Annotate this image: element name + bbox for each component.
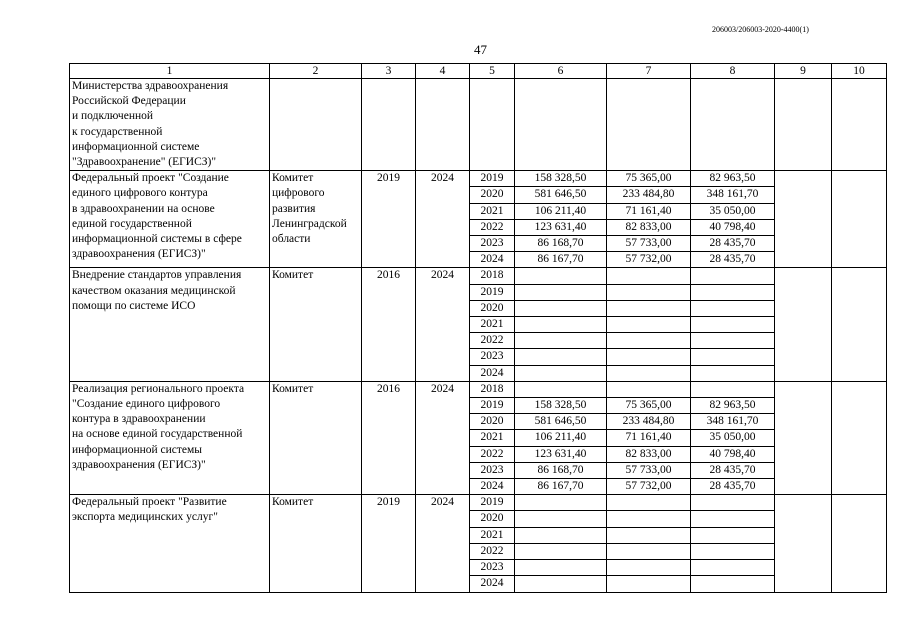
- total-amount: 123 631,40: [515, 219, 607, 235]
- amount-col7: 57 733,00: [607, 236, 691, 252]
- amount-col7: 82 833,00: [607, 446, 691, 462]
- year-cell: 2024: [470, 252, 515, 268]
- amount-col7: [607, 495, 691, 511]
- amount-col8: 35 050,00: [691, 430, 775, 446]
- total-amount: [515, 365, 607, 381]
- amount-col8: 28 435,70: [691, 462, 775, 478]
- year-cell: 2021: [470, 527, 515, 543]
- year-cell: 2020: [470, 187, 515, 203]
- year-cell: 2020: [470, 300, 515, 316]
- year-cell: 2020: [470, 511, 515, 527]
- page-number: 47: [474, 42, 487, 57]
- amount-col7: 75 365,00: [607, 171, 691, 187]
- year-cell: 2023: [470, 349, 515, 365]
- amount-col7: [607, 300, 691, 316]
- year-cell: 2019: [470, 398, 515, 414]
- empty-cell: [832, 79, 887, 171]
- end-year: 2024: [416, 495, 470, 592]
- start-year: 2019: [362, 495, 416, 592]
- empty-cell: [832, 381, 887, 494]
- year-cell: 2022: [470, 219, 515, 235]
- amount-col8: 348 161,70: [691, 414, 775, 430]
- total-amount: [515, 284, 607, 300]
- total-amount: 86 167,70: [515, 479, 607, 495]
- year-cell: 2019: [470, 171, 515, 187]
- amount-col8: 28 435,70: [691, 479, 775, 495]
- measure-name: Внедрение стандартов управления качеством оказания медицинской помощи по системе ИСО: [70, 268, 270, 381]
- empty-cell: [775, 268, 832, 381]
- total-amount: 581 646,50: [515, 414, 607, 430]
- program-table: [69, 63, 887, 593]
- amount-col7: [607, 349, 691, 365]
- total-amount: [515, 560, 607, 576]
- measure-name: Федеральный проект "Создание единого цифрового контура в здравоохранении на основе единой государственной информационной системы в сфере здравоохранения (ЕГИСЗ)": [70, 171, 270, 268]
- end-year: 2024: [416, 171, 470, 268]
- column-header: 10: [832, 64, 887, 79]
- measure-name: Федеральный проект "Развитие экспорта медицинских услуг": [70, 495, 270, 592]
- amount-col7: [607, 543, 691, 559]
- amount-col7: 233 484,80: [607, 187, 691, 203]
- year-cell: 2023: [470, 462, 515, 478]
- amount-col8: [691, 381, 775, 397]
- amount-col7: 233 484,80: [607, 414, 691, 430]
- year-cell: 2022: [470, 543, 515, 559]
- total-amount: [515, 268, 607, 284]
- total-amount: 86 168,70: [515, 236, 607, 252]
- executor: Комитет: [270, 381, 362, 494]
- amount-col8: [691, 576, 775, 592]
- total-amount: [515, 527, 607, 543]
- amount-col8: 28 435,70: [691, 252, 775, 268]
- amount-col7: 82 833,00: [607, 219, 691, 235]
- empty-cell: [775, 381, 832, 494]
- amount-col7: [607, 576, 691, 592]
- ministry-row: [70, 79, 887, 171]
- column-header: 4: [416, 64, 470, 79]
- year-cell: 2018: [470, 381, 515, 397]
- empty-cell: [515, 79, 607, 171]
- amount-col7: [607, 381, 691, 397]
- year-cell: 2023: [470, 560, 515, 576]
- start-year: 2019: [362, 171, 416, 268]
- amount-col7: 57 732,00: [607, 479, 691, 495]
- header-row: [70, 64, 887, 79]
- empty-cell: [832, 268, 887, 381]
- total-amount: 86 168,70: [515, 462, 607, 478]
- start-year: 2016: [362, 268, 416, 381]
- column-header: 2: [270, 64, 362, 79]
- column-header: 8: [691, 64, 775, 79]
- end-year: 2024: [416, 381, 470, 494]
- total-amount: [515, 495, 607, 511]
- empty-cell: [832, 171, 887, 268]
- year-cell: 2022: [470, 446, 515, 462]
- column-header: 7: [607, 64, 691, 79]
- total-amount: [515, 576, 607, 592]
- amount-col8: [691, 365, 775, 381]
- table-body: [70, 64, 887, 593]
- column-header: 1: [70, 64, 270, 79]
- amount-col7: [607, 317, 691, 333]
- year-cell: 2021: [470, 317, 515, 333]
- column-header: 6: [515, 64, 607, 79]
- total-amount: 106 211,40: [515, 203, 607, 219]
- amount-col7: [607, 268, 691, 284]
- table-row: [70, 268, 887, 284]
- total-amount: 123 631,40: [515, 446, 607, 462]
- end-year: 2024: [416, 268, 470, 381]
- amount-col7: [607, 511, 691, 527]
- table-row: [70, 381, 887, 397]
- measure-name: Реализация регионального проекта "Создание единого цифрового контура в здравоохранении на основе единой государственной информационной системы здравоохранения (ЕГИСЗ)": [70, 381, 270, 494]
- year-cell: 2024: [470, 576, 515, 592]
- executor: Комитет: [270, 268, 362, 381]
- year-cell: 2022: [470, 333, 515, 349]
- amount-col8: [691, 527, 775, 543]
- amount-col8: [691, 268, 775, 284]
- amount-col8: [691, 333, 775, 349]
- amount-col8: 28 435,70: [691, 236, 775, 252]
- amount-col7: [607, 284, 691, 300]
- amount-col7: 75 365,00: [607, 398, 691, 414]
- amount-col8: [691, 349, 775, 365]
- column-header: 3: [362, 64, 416, 79]
- executor: Комитет цифрового развития Ленинградской области: [270, 171, 362, 268]
- amount-col8: 82 963,50: [691, 171, 775, 187]
- executor: Комитет: [270, 495, 362, 592]
- table-row: [70, 171, 887, 187]
- start-year: 2016: [362, 381, 416, 494]
- amount-col8: 348 161,70: [691, 187, 775, 203]
- empty-cell: [832, 495, 887, 592]
- amount-col8: [691, 560, 775, 576]
- amount-col8: [691, 511, 775, 527]
- amount-col8: [691, 495, 775, 511]
- amount-col8: [691, 300, 775, 316]
- amount-col8: [691, 543, 775, 559]
- empty-cell: [775, 79, 832, 171]
- empty-cell: [775, 495, 832, 592]
- year-cell: 2024: [470, 479, 515, 495]
- year-cell: 2019: [470, 284, 515, 300]
- empty-cell: [416, 79, 470, 171]
- amount-col8: 40 798,40: [691, 219, 775, 235]
- year-cell: 2024: [470, 365, 515, 381]
- total-amount: [515, 543, 607, 559]
- amount-col8: 82 963,50: [691, 398, 775, 414]
- amount-col7: [607, 365, 691, 381]
- total-amount: [515, 300, 607, 316]
- empty-cell: [362, 79, 416, 171]
- column-header: 5: [470, 64, 515, 79]
- measure-name: Министерства здравоохранения Российской Федерации и подключенной к государственной информационной системе "Здравоохранение" (ЕГИСЗ)": [70, 79, 270, 171]
- total-amount: [515, 381, 607, 397]
- empty-cell: [775, 171, 832, 268]
- year-cell: 2021: [470, 203, 515, 219]
- total-amount: 581 646,50: [515, 187, 607, 203]
- total-amount: 86 167,70: [515, 252, 607, 268]
- empty-cell: [607, 79, 691, 171]
- amount-col7: 71 161,40: [607, 430, 691, 446]
- amount-col8: 35 050,00: [691, 203, 775, 219]
- amount-col7: 57 732,00: [607, 252, 691, 268]
- empty-cell: [470, 79, 515, 171]
- empty-cell: [691, 79, 775, 171]
- amount-col7: 57 733,00: [607, 462, 691, 478]
- amount-col7: 71 161,40: [607, 203, 691, 219]
- total-amount: [515, 349, 607, 365]
- document-id: 206003/206003-2020-4400(1): [712, 25, 809, 34]
- year-cell: 2021: [470, 430, 515, 446]
- empty-cell: [270, 79, 362, 171]
- amount-col8: 40 798,40: [691, 446, 775, 462]
- year-cell: 2019: [470, 495, 515, 511]
- year-cell: 2020: [470, 414, 515, 430]
- column-header: 9: [775, 64, 832, 79]
- amount-col7: [607, 333, 691, 349]
- table-row: [70, 495, 887, 511]
- total-amount: [515, 511, 607, 527]
- amount-col7: [607, 560, 691, 576]
- total-amount: [515, 317, 607, 333]
- total-amount: 158 328,50: [515, 171, 607, 187]
- year-cell: 2018: [470, 268, 515, 284]
- total-amount: [515, 333, 607, 349]
- amount-col7: [607, 527, 691, 543]
- total-amount: 158 328,50: [515, 398, 607, 414]
- amount-col8: [691, 317, 775, 333]
- total-amount: 106 211,40: [515, 430, 607, 446]
- year-cell: 2023: [470, 236, 515, 252]
- amount-col8: [691, 284, 775, 300]
